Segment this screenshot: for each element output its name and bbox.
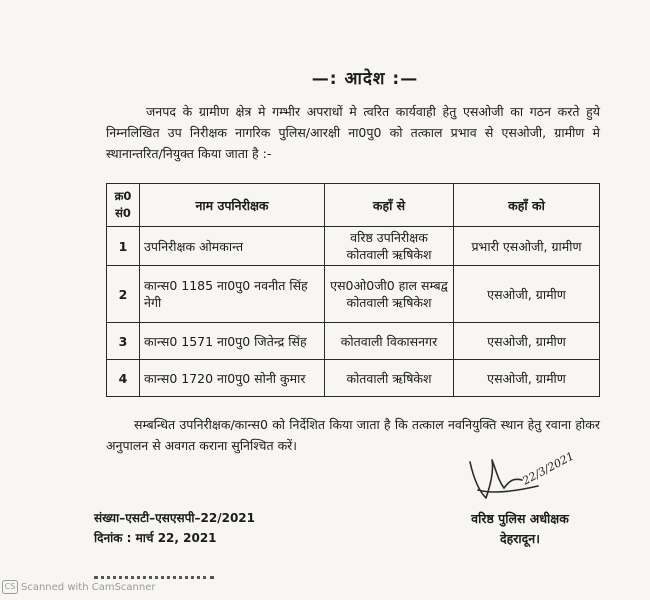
table-row [107, 360, 600, 397]
order-title: —: आदेश :— [311, 69, 419, 89]
row-name: कान्स0 1720 ना0पु0 सोनी कुमार [140, 360, 325, 397]
row-name: कान्स0 1571 ना0पु0 जितेन्द्र सिंह [140, 323, 325, 360]
table-header-row [107, 184, 600, 227]
signature-icon [452, 450, 562, 510]
row-to: एसओजी, ग्रामीण [454, 266, 600, 323]
reference-block [94, 508, 255, 548]
header-name: नाम उपनिरीक्षक [140, 184, 325, 227]
row-from: एस0ओ0जी0 हाल सम्बद्व कोतवाली ऋषिकेश [325, 266, 454, 323]
table-row [107, 227, 600, 266]
officer-designation: वरिष्ठ पुलिस अधीक्षक [471, 511, 569, 526]
intro-paragraph: जनपद के ग्रामीण क्षेत्र मे गम्भीर अपराधों मे त्वरित कार्यवाही हेतु एसओजी का गठन करते हुये निम्नलिखित उप निरीक्षक नागरिक पुलिस/आरक्षी ना0पु0 को तत्काल प्रभाव से एसओजी, ग्रामीण मे स्थानान्तरित/नियुक्त किया जाता है :- [106, 104, 600, 161]
table-row [107, 266, 600, 323]
order-date: दिनांक : मार्च 22, 2021 [94, 531, 217, 545]
header-from: कहॉं से [325, 184, 454, 227]
row-name: कान्स0 1185 ना0पु0 नवनीत सिंह नेगी [140, 266, 325, 323]
row-to: एसओजी, ग्रामीण [454, 360, 600, 397]
reference-number: संख्या–एसटी–एसएसपी–22/2021 [94, 511, 256, 525]
row-from: वरिष्ठ उपनिरीक्षक कोतवाली ऋषिकेश [325, 227, 454, 266]
row-to: प्रभारी एसओजी, ग्रामीण [454, 227, 600, 266]
scanner-text: Scanned with CamScanner [21, 582, 156, 593]
closing-paragraph: सम्बन्धित उपनिरीक्षक/कान्स0 को निर्देशित किया जाता है कि तत्काल नवनियुक्ति स्थान हेतु रवाना होकर अनुपालन से अवगत कराना सुनिश्चित करें। [106, 417, 600, 453]
row-from: कोतवाली विकासनगर [325, 323, 454, 360]
row-serial: 4 [107, 360, 140, 397]
transfer-table [106, 183, 600, 397]
camscanner-icon: CS [2, 580, 18, 594]
row-from: कोतवाली ऋषिकेश [325, 360, 454, 397]
header-to: कहॉं को [454, 184, 600, 227]
officer-block [440, 509, 600, 549]
scanner-watermark [2, 580, 156, 594]
header-serial: क्र0 सं0 [107, 184, 140, 227]
signature-date: 22/3/2021 [520, 449, 577, 488]
row-name: उपनिरीक्षक ओमकान्त [140, 227, 325, 266]
table-row [107, 323, 600, 360]
row-serial: 2 [107, 266, 140, 323]
row-to: एसओजी, ग्रामीण [454, 323, 600, 360]
row-serial: 1 [107, 227, 140, 266]
officer-location: देहरादून। [500, 531, 540, 546]
row-serial: 3 [107, 323, 140, 360]
